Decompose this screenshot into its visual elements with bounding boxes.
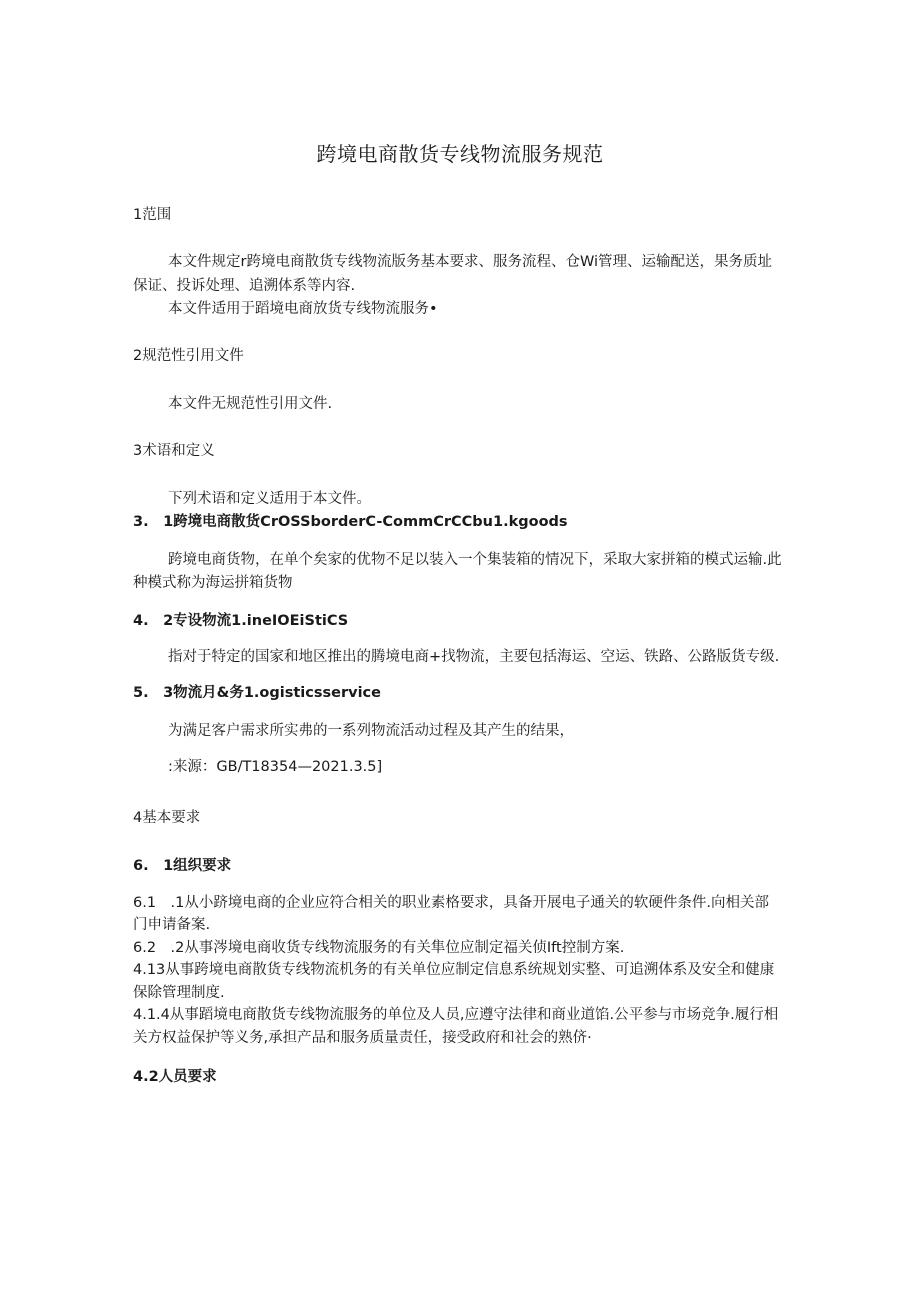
section-heading-basic-requirements: 4基本要求: [133, 810, 201, 826]
requirement-line: 4.13从事跨境电商散货专线物流机务的有关单位应制定信息系统规划实整、可追溯体系及安全和健康: [133, 962, 775, 978]
requirement-line: 6.1 .1从小跻境电商的企业应符合相关的职业素格要求，具备开展电子通关的软硬件条件.向相关部: [133, 895, 769, 911]
paragraph-line: 保证、投诉处理、追溯体系等内容.: [133, 278, 356, 294]
term-definition: 为满足客户需求所实弗的一系列物流活动过程及其产生的结果，: [168, 723, 574, 739]
document-title: 跨境电商散货专线物流服务规范: [316, 142, 604, 166]
requirement-line: 4.1.4从事蹈境电商散货专线物流服务的单位及人员,应遵守法律和商业道馅.公平参与市场竞争.履行相: [133, 1007, 779, 1023]
requirement-line: 关方权益保护等义务,承担产品和服务质量责任，接受政府和社会的熟侪·: [133, 1030, 592, 1046]
requirement-line: 保除管理制度.: [133, 985, 225, 1001]
term-definition-line: 种模式称为海运拼箱货物: [133, 575, 293, 591]
term-heading: 4. 2专设物流1.ineIOEiStiCS: [133, 613, 349, 629]
paragraph: 下列术语和定义适用于本文件。: [168, 491, 371, 507]
section-heading-scope: 1范围: [133, 207, 172, 223]
subsection-heading: 6. 1组织要求: [133, 858, 232, 874]
paragraph-line: 本文件规定r跨境电商散货专线物流版务基本要求、服务流程、仓Wi管理、运输配送，果务质址: [168, 254, 773, 270]
requirement: 6.2 .2从事涔境电商收货专线物流服务的有关隼位应制定福关侦Ift控制方案.: [133, 940, 625, 956]
term-heading: 3. 1跨境电商散货CrOSSborderC-CommCrCCbu1.kgoods: [133, 514, 568, 530]
subsection-heading: 4.2人员要求: [133, 1069, 217, 1085]
term-definition: 指对于特定的国家和地区推出的腾境电商+找物流，主要包括海运、空运、铁路、公路版货专级.: [168, 649, 780, 665]
section-heading-terms: 3术语和定义: [133, 443, 215, 459]
section-heading-normative-references: 2规范性引用文件: [133, 348, 244, 364]
term-source: :来源：GB/T18354—2021.3.5]: [168, 759, 383, 775]
paragraph: 本文件适用于蹈境电商放货专线物流服务•: [168, 301, 438, 317]
requirement-line: 门申请备案.: [133, 917, 211, 933]
paragraph: 本文件无规范性引用文件.: [168, 396, 333, 412]
term-heading: 5. 3物流月&务1.ogisticsservice: [133, 685, 381, 701]
term-definition-line: 跨境电商货物，在单个矣家的优物不足以装入一个集装箱的情况下，采取大家拼箱的模式运输.此: [168, 552, 782, 568]
